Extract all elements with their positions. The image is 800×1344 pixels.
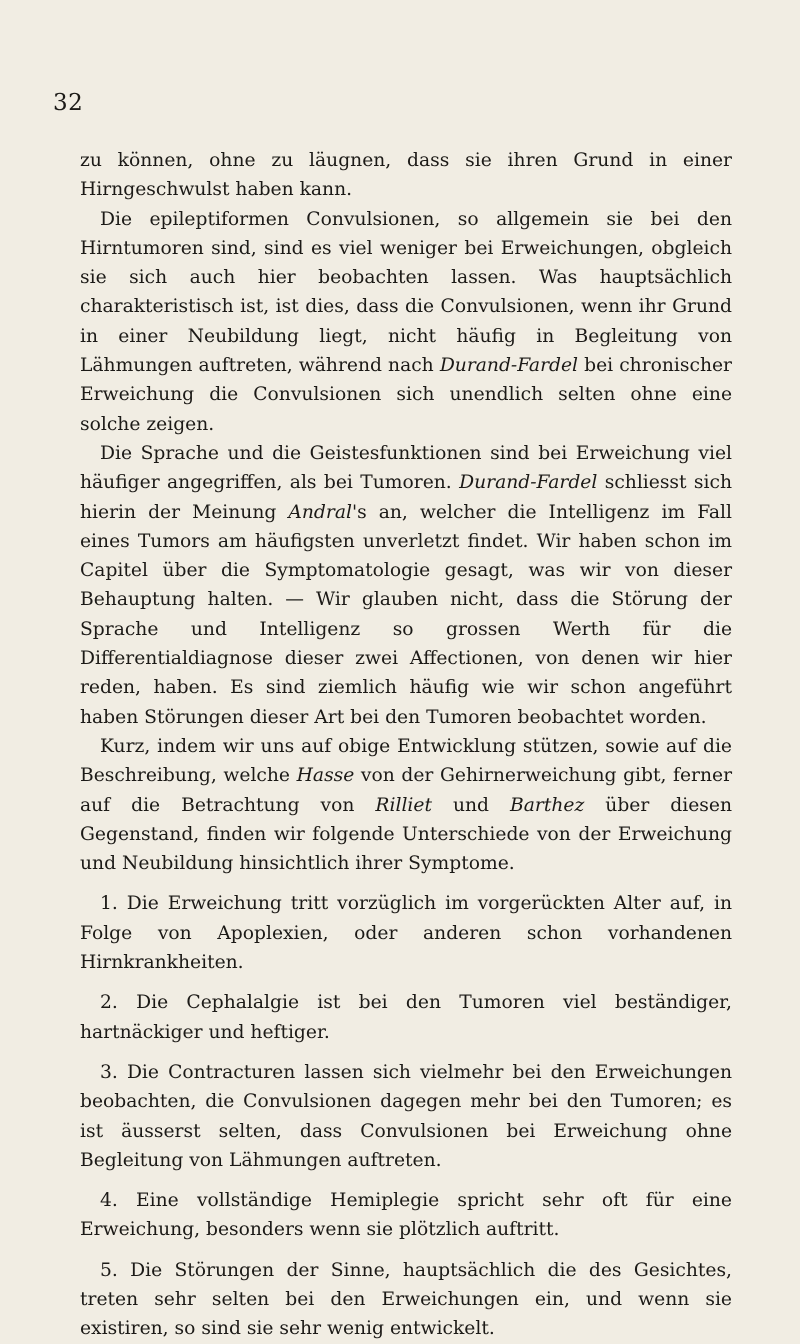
list-item: [80, 1256, 732, 1344]
text-run: bei chronischer Erweichung die Convulsionen sich unendlich selten ohne eine solche zeigen.: [80, 355, 732, 435]
text-run: zu können, ohne zu läugnen, dass sie ihren Grund in einer Hirngeschwulst haben kann.: [80, 150, 732, 201]
author-name: Andral: [288, 501, 352, 523]
text-run: schliesst sich hierin der Meinung: [80, 472, 732, 523]
text-run: 4. Eine vollständige Hemiplegie spricht sehr oft für eine Erweichung, besonders wenn sie plötzlich auftritt.: [80, 1190, 732, 1241]
list-item: [80, 1058, 732, 1175]
list-item: [80, 1186, 732, 1245]
text-run: Kurz, indem wir uns auf obige Entwicklung stützen, sowie auf die Beschreibung, welche: [80, 735, 732, 787]
paragraph: [80, 146, 732, 205]
paragraph: [80, 439, 732, 732]
body-text: [80, 146, 732, 1344]
text-run: 1. Die Erweichung tritt vorzüglich im vorgerückten Alter auf, in Folge von Apoplexien, oder anderen schon vorhandenen Hirnkrankheiten.: [80, 893, 732, 974]
text-run: und: [431, 794, 511, 816]
list-item: [80, 889, 732, 977]
paragraph: [80, 205, 732, 439]
paragraph: [80, 732, 732, 878]
author-name: Barthez: [510, 794, 585, 816]
text-run: über diesen Gegenstand, finden wir folgende Unterschiede von der Erweichung und Neubildung hinsichtlich ihrer Symptome.: [80, 794, 732, 875]
author-name: Hasse: [296, 765, 355, 787]
page-number: 32: [53, 90, 84, 116]
text-run: 3. Die Contracturen lassen sich vielmehr bei den Erweichungen beobachten, die Convulsionen dagegen mehr bei den Tumoren; es ist äusserst selten, dass Convulsionen bei Erweichung ohne Begleitung von Lähmungen auftreten.: [80, 1061, 732, 1171]
author-name: Rilliet: [375, 794, 432, 816]
text-run: Die epileptiformen Convulsionen, so allgemein sie bei den Hirntumoren sind, sind es viel weniger bei Erweichungen, obgleich sie sich auch hier beobachten lassen. Was hauptsächlich charakteristisch ist, ist dies, dass die Convulsionen, wenn ihr Grund in einer Neubildung liegt, nicht häufig in Begleitung von Lähmungen auftreten, während nach: [80, 208, 732, 377]
author-name: Durand-Fardel: [439, 355, 579, 377]
list-item: [80, 988, 732, 1047]
text-run: Die Sprache und die Geistesfunktionen sind bei Erweichung viel häufiger angegriffen, als bei Tumoren.: [80, 442, 732, 494]
text-run: von der Gehirnerweichung gibt, ferner auf die Betrachtung von: [80, 765, 732, 816]
text-run: 2. Die Cephalalgie ist bei den Tumoren viel beständiger, hartnäckiger und heftiger.: [80, 992, 732, 1043]
text-run: 5. Die Störungen der Sinne, hauptsächlich die des Gesichtes, treten sehr selten bei den Erweichungen ein, und wenn sie existiren, so sind sie sehr wenig entwickelt.: [80, 1259, 732, 1340]
text-run: 's an, welcher die Intelligenz im Fall eines Tumors am häufigsten unverletzt findet. Wir haben schon im Capitel über die Symptomatologie gesagt, was wir von dieser Behauptung halten. — Wir glauben nicht, dass die Störung der Sprache und Intelligenz so grossen Werth für die Differentialdiagnose dieser zwei Affectionen, von denen wir hier reden, haben. Es sind ziemlich häufig wie wir schon angeführt haben Störungen dieser Art bei den Tumoren beobachtet worden.: [80, 501, 732, 728]
author-name: Durand-Fardel: [459, 472, 598, 494]
